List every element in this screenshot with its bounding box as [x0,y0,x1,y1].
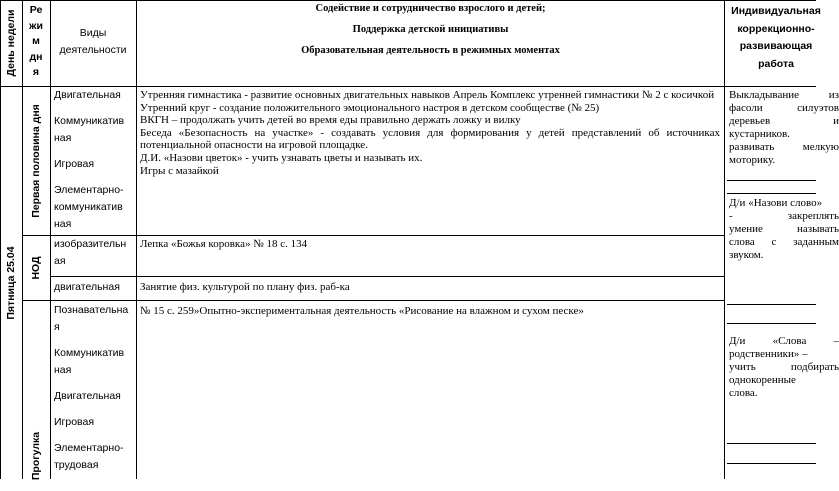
activity-motor: Двигательная [54,390,121,402]
table-border-top [0,0,816,1]
content-morning-gymnastics: Утренняя гимнастика - развитие основных двигательных навыков Апрель Комплекс утренней гимнастики № 2 с косичкой [140,89,715,101]
header-regime: Ре жи м дн я [29,4,43,78]
nod-content-pe: Занятие физ. культурой по плану физ. раб-ка [140,281,350,293]
content-safety-talk: Беседа «Безопасность на участке» - создавать условия для формирования у детей представлений об источниках потенциальной опасности на игровой площадке. [140,126,720,152]
content-mosaic-games: Игры с мазайкой [140,164,219,177]
activity-play: Игровая [54,416,95,428]
row-line-nod-inner [50,276,725,277]
nod-content-modeling: Лепка «Божья коровка» № 18 с. 134 [140,238,308,250]
individual-divider [727,463,816,464]
header-individual-work: Индивидуальная коррекционно- развивающая работа [731,5,821,70]
individual-divider [727,193,816,194]
row-line-nod [22,300,725,301]
header-initiative-support: Поддержка детской инициативы [352,24,509,35]
nod-activity-motor: двигательная [54,281,120,293]
individual-divider [727,180,816,181]
content-flower-game: Д.И. «Назови цветок» - учить узнавать цветы и называть их. [140,151,423,164]
activity-cognitive: Познавательна я [54,304,129,333]
activity-communicative: Коммуникатив ная [54,115,125,144]
nod-activity-art: изобразительн ая [54,238,127,267]
individual-fine-motor: Выкладывание из фасоли силуэтов деревьев и кустарников. развивать мелкую моторику. [729,89,839,166]
header-cooperation: Содействие и сотрудничество взрослого и детей; [315,3,546,14]
individual-name-word-game: Д/и «Назови слово» - закреплять умение называть слова с заданным звуком. [729,197,839,261]
first-half-activities [54,87,136,242]
content-hygiene-skills: ВКГН – продолжать учить детей во время еды правильно держать ложку и вилку [140,114,521,127]
section-label-first-half: Первая половина дня [30,104,42,218]
col-line-3 [136,0,137,479]
individual-divider [727,443,816,444]
activity-elementary-communicative: Элементарно- коммуникатив ная [54,184,124,230]
col-line-2 [50,0,51,479]
section-label-nod: НОД [30,256,42,280]
header-day-of-week: День недели [5,9,17,77]
individual-word-relatives-game: Д/и «Слова – родственники» – учить подбирать однокоренные слова. [729,335,839,399]
day-label: Пятница 25.04 [5,246,17,320]
section-label-walk: Прогулка [30,431,42,481]
activity-elementary-labor: Элементарно- трудовая [54,442,124,471]
content-morning-circle: Утренний круг - создание положительного эмоционального настроя в детском сообществе (№ 25) [140,101,600,114]
walk-activities [54,302,136,483]
walk-content-experiment: № 15 с. 259»Опытно-экспериментальная деятельность «Рисование на влажном и сухом песке» [140,305,584,317]
header-activity-types: Виды деятельности [59,27,127,56]
header-educational-activity: Образовательная деятельность в режимных моментах [301,45,560,56]
individual-divider [727,304,816,305]
activity-motor: Двигательная [54,89,121,101]
table-border-left [0,0,1,479]
activity-communicative: Коммуникатив ная [54,347,125,376]
individual-divider [727,323,816,324]
first-half-content [140,89,720,177]
col-line-4 [724,0,725,479]
activity-play: Игровая [54,158,95,170]
